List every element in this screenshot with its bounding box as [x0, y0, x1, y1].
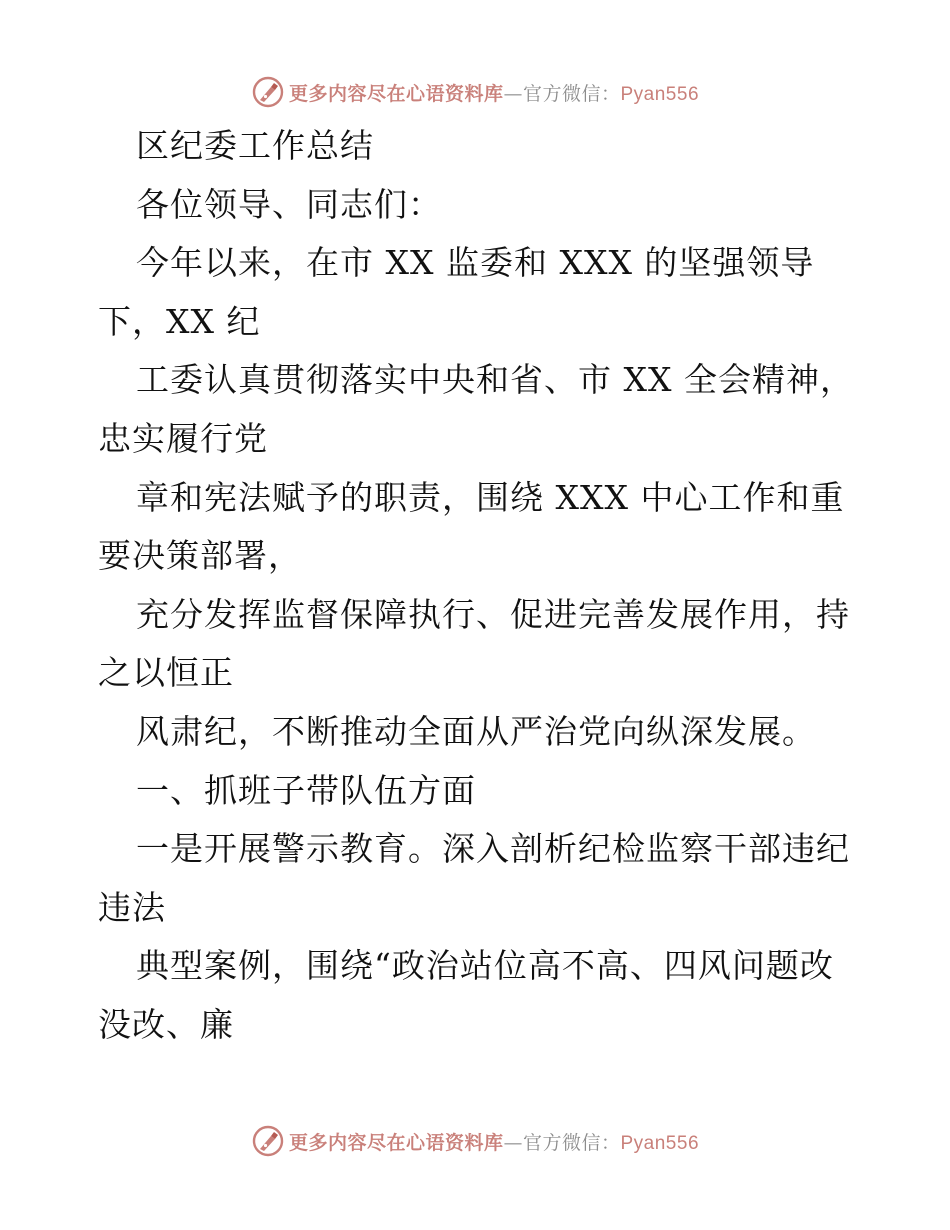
paragraph-line: 下，XX 纪: [98, 301, 261, 341]
paragraph-line: 一是开展警示教育。深入剖析纪检监察干部违纪: [136, 829, 850, 869]
header-banner: [0, 72, 950, 112]
paragraph-line: 违法: [98, 887, 166, 927]
banner-wechat-label: 官方微信：: [522, 82, 621, 105]
paragraph-line: 工委认真贯彻落实中央和省、市 XX 全会精神，: [136, 360, 854, 400]
document-body: [98, 117, 878, 1055]
document-title: 区纪委工作总结: [136, 126, 374, 165]
paragraph-line: 今年以来，在市 XX 监委和 XXX 的坚强领导: [136, 243, 815, 283]
footer-banner: [0, 1121, 950, 1161]
paragraph-line: 没改、廉: [98, 1004, 234, 1044]
paragraph-line: 典型案例，围绕“政治站位高不高、四风问题改: [136, 946, 834, 986]
banner-separator: —: [503, 82, 523, 105]
pen-nib-circle-icon: [251, 1124, 285, 1158]
paragraph-line: 风肃纪，不断推动全面从严治党向纵深发展。: [136, 711, 816, 751]
salutation: 各位领导、同志们：: [136, 184, 442, 224]
paragraph-line: 章和宪法赋予的职责，围绕 XXX 中心工作和重: [136, 477, 845, 517]
paragraph-line: 忠实履行党: [98, 418, 268, 458]
banner-wechat-id: Pyan556: [620, 1132, 700, 1154]
banner-main-text: 更多内容尽在心语资料库: [288, 1131, 504, 1154]
banner-separator: —: [503, 1131, 523, 1154]
pen-nib-circle-icon: [251, 75, 285, 109]
banner-main-text: 更多内容尽在心语资料库: [288, 82, 504, 105]
section-heading: 一、抓班子带队伍方面: [136, 770, 476, 810]
paragraph-line: 之以恒正: [98, 653, 234, 693]
banner-wechat-id: Pyan556: [620, 83, 700, 105]
banner-wechat-label: 官方微信：: [522, 1131, 621, 1154]
paragraph-line: 充分发挥监督保障执行、促进完善发展作用，持: [136, 594, 850, 634]
paragraph-line: 要决策部署，: [98, 536, 302, 576]
